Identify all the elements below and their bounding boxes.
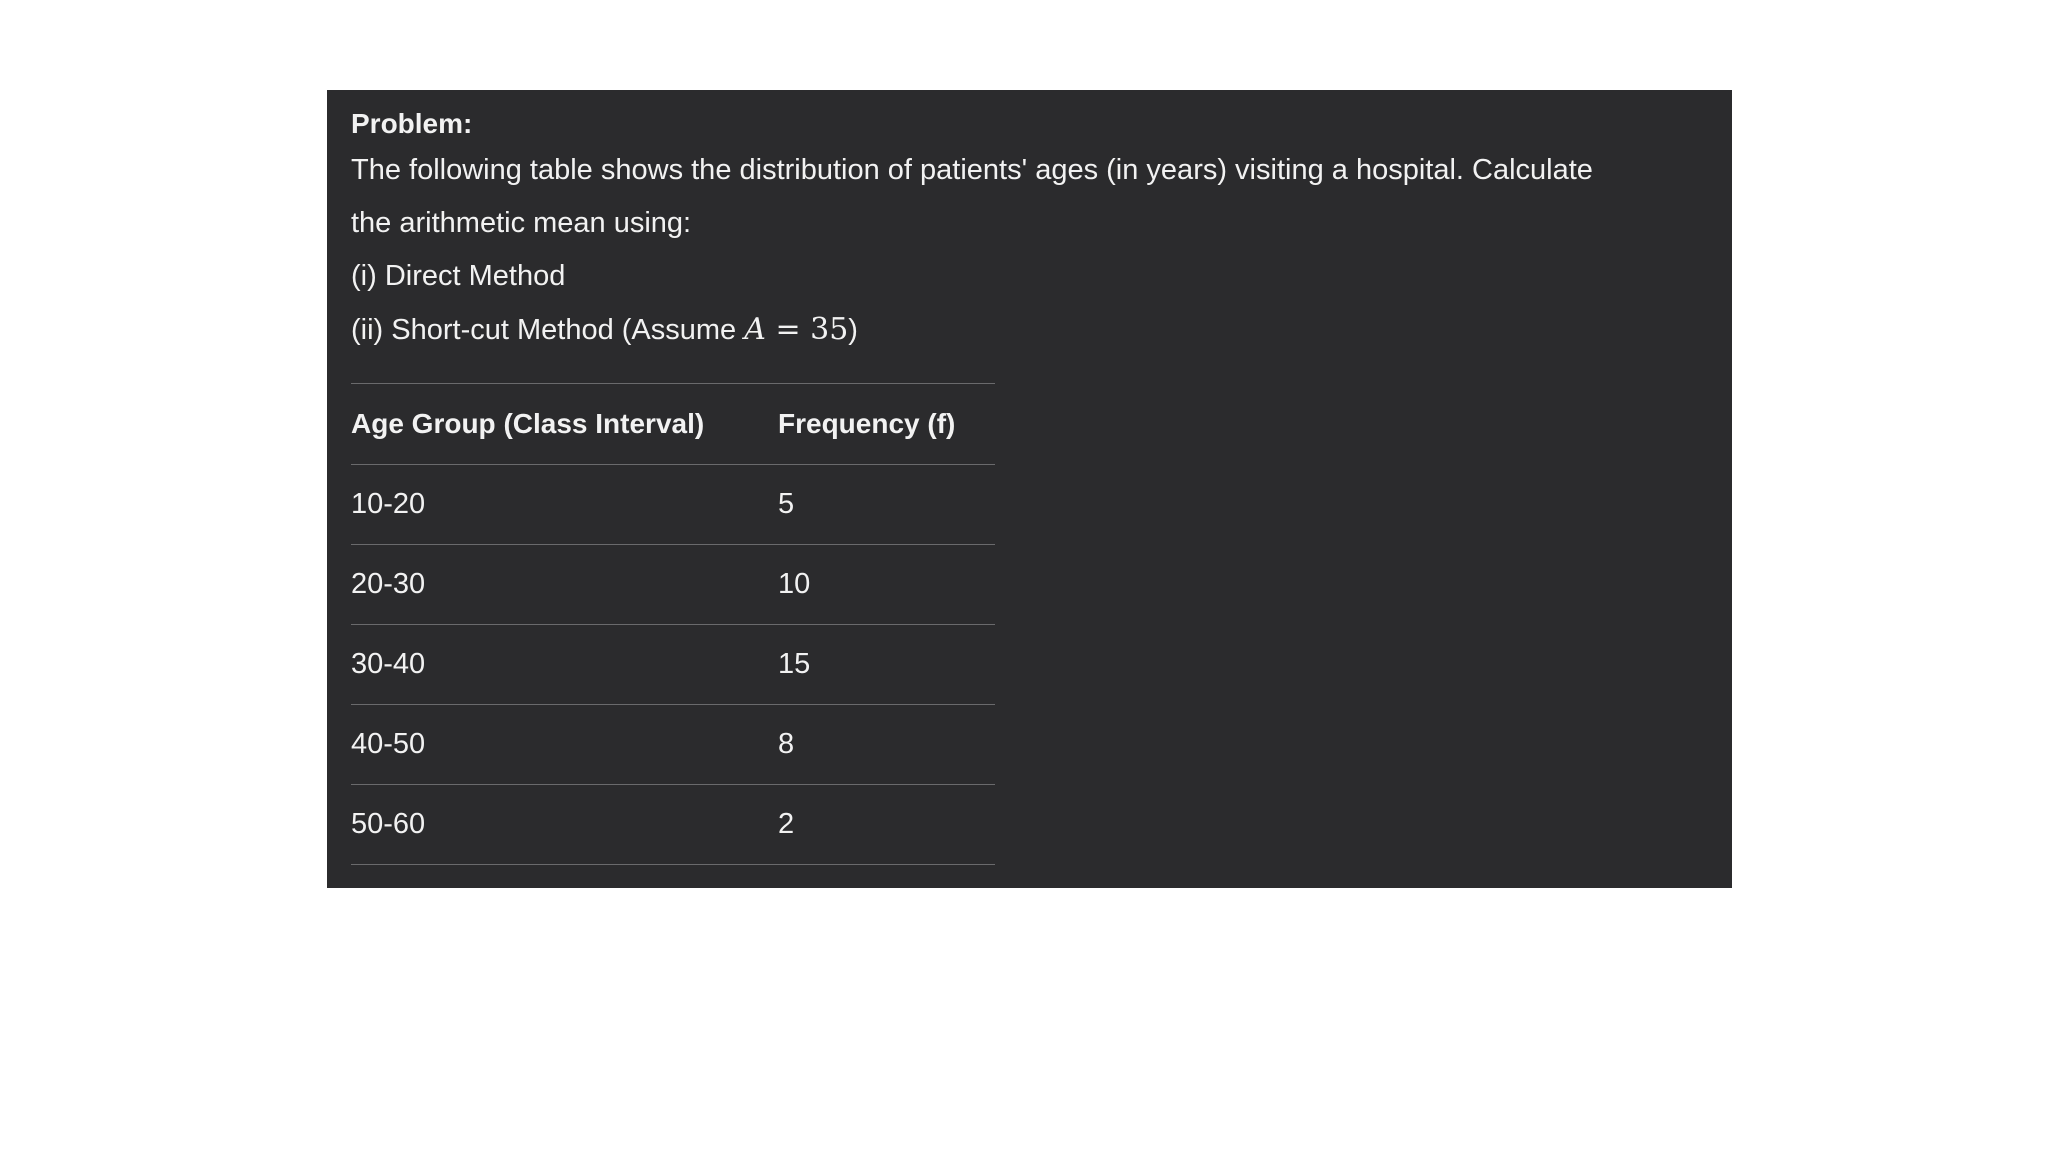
frequency-cell: 2 [778, 785, 995, 865]
frequency-cell: 5 [778, 465, 995, 545]
assumed-mean-variable: A [744, 312, 766, 347]
method-shortcut-prefix: (ii) Short-cut Method (Assume [351, 314, 745, 346]
header-frequency: Frequency (f) [778, 384, 995, 465]
method-shortcut-suffix: ) [848, 314, 858, 346]
table-row [351, 785, 995, 865]
frequency-cell: 8 [778, 705, 995, 785]
assumed-mean-value: = 35 [765, 312, 849, 347]
problem-panel [327, 90, 1732, 888]
age-group-cell: 20-30 [351, 545, 778, 625]
method-shortcut [351, 303, 1708, 357]
problem-text-line-1: The following table shows the distribution of patients' ages (in years) visiting a hospital. Calculate [351, 154, 1593, 186]
table-row [351, 465, 995, 545]
frequency-cell: 15 [778, 625, 995, 705]
header-age-group: Age Group (Class Interval) [351, 384, 778, 465]
problem-text-line-2: the arithmetic mean using: [351, 207, 692, 239]
table-header-row [351, 384, 995, 465]
frequency-table [351, 383, 995, 865]
assumed-mean-formula [744, 312, 848, 347]
table-row [351, 625, 995, 705]
age-group-cell: 50-60 [351, 785, 778, 865]
age-group-cell: 30-40 [351, 625, 778, 705]
age-group-cell: 40-50 [351, 705, 778, 785]
age-group-cell: 10-20 [351, 465, 778, 545]
table-row [351, 705, 995, 785]
method-direct: (i) Direct Method [351, 260, 566, 292]
table-row [351, 545, 995, 625]
frequency-cell: 10 [778, 545, 995, 625]
problem-title: Problem: [351, 108, 473, 139]
